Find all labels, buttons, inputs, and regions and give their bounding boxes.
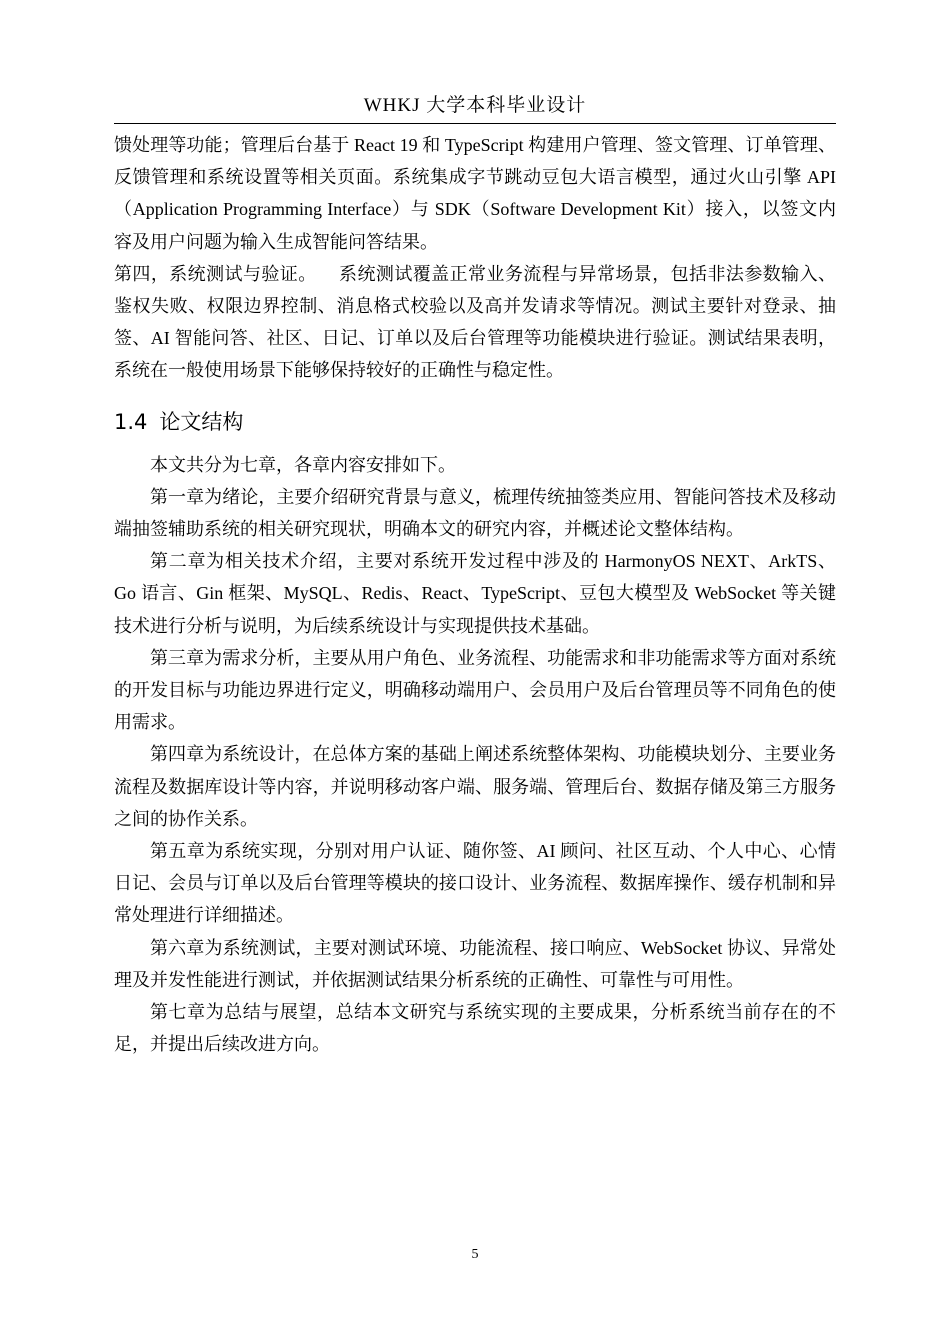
page-number: 5 — [471, 1247, 479, 1262]
item-four-text: 系统测试覆盖正常业务流程与异常场景，包括非法参数输入、鉴权失败、权限边界控制、消息格式校验以及高并发请求等情况。测试主要针对登录、抽签、AI 智能问答、社区、日记、订单以及后台管理等功能模块进行验证。测试结果表明，系统在一般使用场景下能够保持较好的正确性与稳定性。 — [114, 263, 837, 381]
item-four-lead: 第四，系统测试与验证。 — [114, 263, 317, 284]
paragraph-chapter-1: 第一章为绪论，主要介绍研究背景与意义，梳理传统抽签类应用、智能问答技术及移动端抽签辅助系统的相关研究现状，明确本文的研究内容，并概述论文整体结构。 — [114, 486, 836, 540]
document-body — [114, 129, 836, 1060]
paragraph-chapter-7: 第七章为总结与展望，总结本文研究与系统实现的主要成果，分析系统当前存在的不足，并提出后续改进方向。 — [114, 1002, 836, 1055]
section-title-text: 论文结构 — [159, 409, 244, 434]
paragraph-chapter-5: 第五章为系统实现，分别对用户认证、随你签、AI 顾问、社区互动、个人中心、心情日记、会员与订单以及后台管理等模块的接口设计、业务流程、数据库操作、缓存机制和异常处理进行详细描述。 — [114, 841, 836, 926]
section-heading — [114, 407, 836, 437]
section-number: 1.4 — [114, 409, 148, 434]
header-rule — [114, 123, 836, 124]
paragraph-continuation: 馈处理等功能；管理后台基于 React 19 和 TypeScript 构建用户管理、签文管理、订单管理、反馈管理和系统设置等相关页面。系统集成字节跳动豆包大语言模型，通过火山引擎 API（Application Programming Interface）与 SDK（Software Development Kit）接入，以签文内容及用户问题为输入生成智能问答结果。 — [114, 135, 836, 252]
paragraph-chapter-3: 第三章为需求分析，主要从用户角色、业务流程、功能需求和非功能需求等方面对系统的开发目标与功能边界进行定义，明确移动端用户、会员用户及后台管理员等不同角色的使用需求。 — [114, 647, 836, 733]
page-header: WHKJ 大学本科毕业设计 — [363, 95, 587, 116]
paragraph-chapter-4: 第四章为系统设计，在总体方案的基础上阐述系统整体架构、功能模块划分、主要业务流程及数据库设计等内容，并说明移动客户端、服务端、管理后台、数据存储及第三方服务之间的协作关系。 — [114, 744, 836, 829]
paragraph-item-four — [114, 258, 836, 387]
paragraph-chapter-2: 第二章为相关技术介绍，主要对系统开发过程中涉及的 HarmonyOS NEXT、ArkTS、Go 语言、Gin 框架、MySQL、Redis、React、TypeScript、豆包大模型及 WebSocket 等关键技术进行分析与说明，为后续系统设计与实现提供技术基础。 — [114, 551, 836, 636]
paragraph-intro: 本文共分为七章，各章内容安排如下。 — [150, 454, 456, 475]
paragraph-chapter-6: 第六章为系统测试，主要对测试环境、功能流程、接口响应、WebSocket 协议、异常处理及并发性能进行测试，并依据测试结果分析系统的正确性、可靠性与可用性。 — [114, 937, 836, 990]
